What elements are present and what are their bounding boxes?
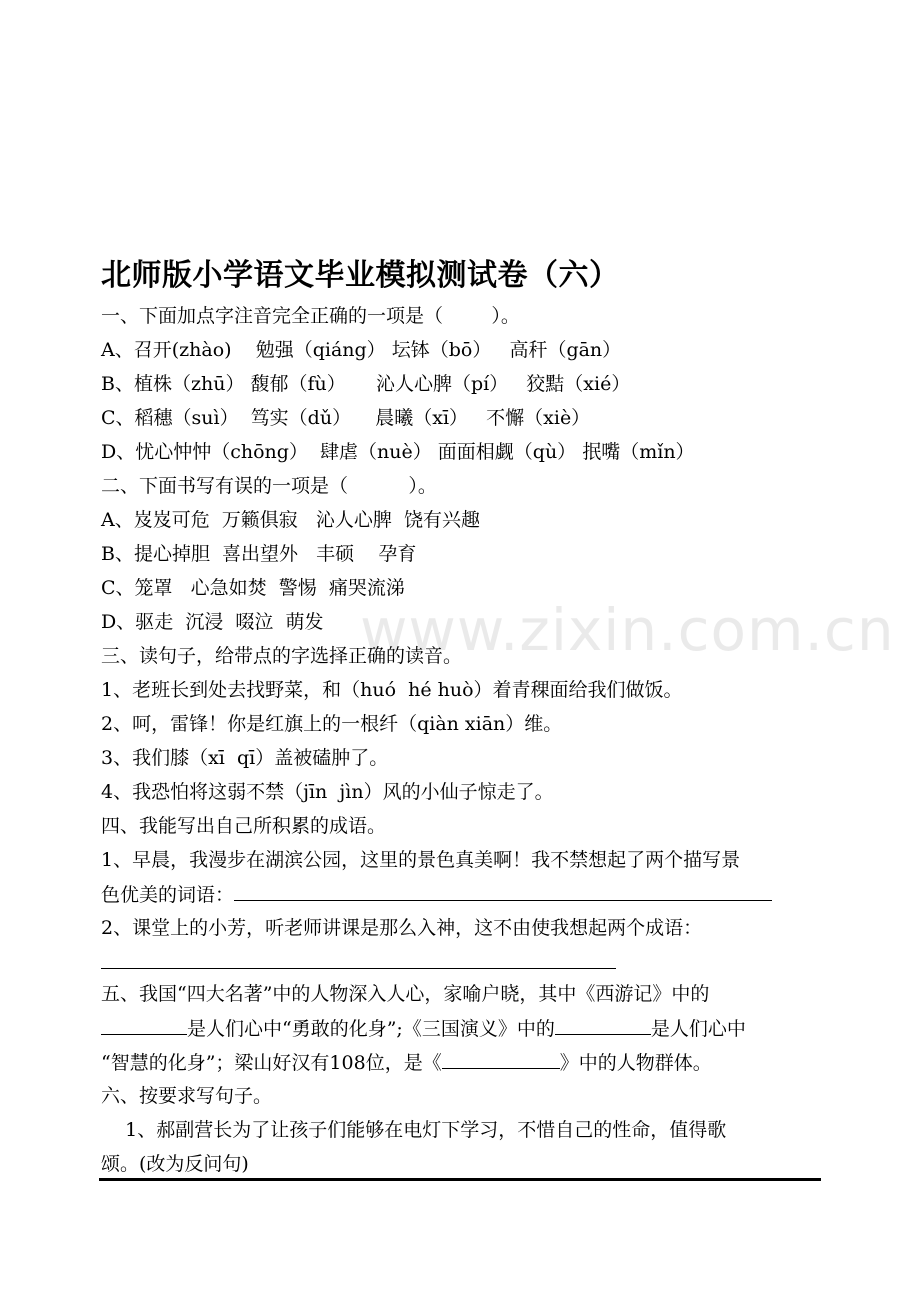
watermark: www.zixin.com.cn bbox=[360, 596, 895, 664]
q5-line-2-text-a: 是人们心中“勇敢的化身”;《三国演义》中的 bbox=[187, 1018, 555, 1040]
q5-line-2 bbox=[101, 1016, 746, 1041]
q2-option-b: B、提心掉胆 喜出望外 丰硕 孕育 bbox=[101, 543, 417, 565]
q2-option-c: C、笼罩 心急如焚 警惕 痛哭流涕 bbox=[101, 577, 405, 599]
q3-sentence-4: 4、我恐怕将这弱不禁（jīn jìn）风的小仙子惊走了。 bbox=[101, 781, 554, 803]
q3-stem: 三、读句子，给带点的字选择正确的读音。 bbox=[101, 645, 463, 667]
q3-sentence-1: 1、老班长到处去找野菜，和（huó hé huò）着青稞面给我们做饭。 bbox=[101, 679, 683, 701]
q1-option-d: D、忧心忡忡（chōng） 肆虐（nuè） 面面相觑（qù） 抿嘴（mǐn） bbox=[101, 441, 695, 463]
q5-blank-book[interactable] bbox=[442, 1050, 560, 1069]
q2-option-d: D、驱走 沉浸 啜泣 萌发 bbox=[101, 611, 324, 633]
q6-item-1-line-2: 颂。(改为反问句) bbox=[101, 1153, 249, 1175]
q6-item-1-answer-line[interactable] bbox=[99, 1178, 821, 1181]
q5-blank-sanguo[interactable] bbox=[555, 1016, 651, 1035]
q4-stem: 四、我能写出自己所积累的成语。 bbox=[101, 815, 387, 837]
q2-option-a: A、岌岌可危 万籁俱寂 沁人心脾 饶有兴趣 bbox=[101, 509, 480, 531]
q4-item-2-answer-blank[interactable] bbox=[101, 968, 616, 969]
q4-item-2: 2、课堂上的小芳，听老师讲课是那么入神，这不由使我想起两个成语： bbox=[101, 917, 703, 939]
q1-stem: 一、下面加点字注音完全正确的一项是（ ）。 bbox=[101, 305, 520, 327]
q5-line-2-text-b: 是人们心中 bbox=[650, 1018, 746, 1040]
q5-blank-xiyouji[interactable] bbox=[101, 1016, 187, 1035]
q5-line-3 bbox=[101, 1050, 712, 1075]
q3-sentence-2: 2、呵，雷锋！你是红旗上的一根纤（qiàn xiān）维。 bbox=[101, 713, 563, 735]
q1-option-b: B、植株（zhū） 馥郁（fù） 沁人心脾（pí） 狡黠（xié） bbox=[101, 373, 631, 395]
q3-sentence-3: 3、我们膝（xī qī）盖被磕肿了。 bbox=[101, 747, 389, 769]
q4-item-1-line-1: 1、早晨，我漫步在湖滨公园，这里的景色真美啊！我不禁想起了两个描写景 bbox=[101, 849, 741, 871]
q5-line-3-text-b: 》中的人物群体。 bbox=[559, 1052, 712, 1074]
page-title: 北师版小学语文毕业模拟测试卷（六） bbox=[101, 258, 620, 293]
q4-item-1-label: 色优美的词语： bbox=[101, 884, 235, 906]
q5-line-1: 五、我国“四大名著”中的人物深入人心，家喻户晓，其中《西游记》中的 bbox=[101, 983, 710, 1005]
q1-option-c: C、稻穗（suì） 笃实（dǔ） 晨曦（xī） 不懈（xiè） bbox=[101, 407, 591, 429]
q6-item-1-line-1: 1、郝副营长为了让孩子们能够在电灯下学习，不惜自己的性命，值得歌 bbox=[101, 1119, 727, 1141]
q1-option-a: A、召开(zhào) 勉强（qiáng） 坛钵（bō） 高秆（gān） bbox=[101, 339, 622, 361]
q6-stem: 六、按要求写句子。 bbox=[101, 1085, 273, 1107]
q4-item-1-line-2 bbox=[101, 882, 772, 907]
q4-item-1-answer-blank[interactable] bbox=[234, 882, 772, 901]
q2-stem: 二、下面书写有误的一项是（ ）。 bbox=[101, 475, 437, 497]
q5-line-3-text-a: “智慧的化身”；梁山好汉有108位，是《 bbox=[101, 1052, 442, 1074]
